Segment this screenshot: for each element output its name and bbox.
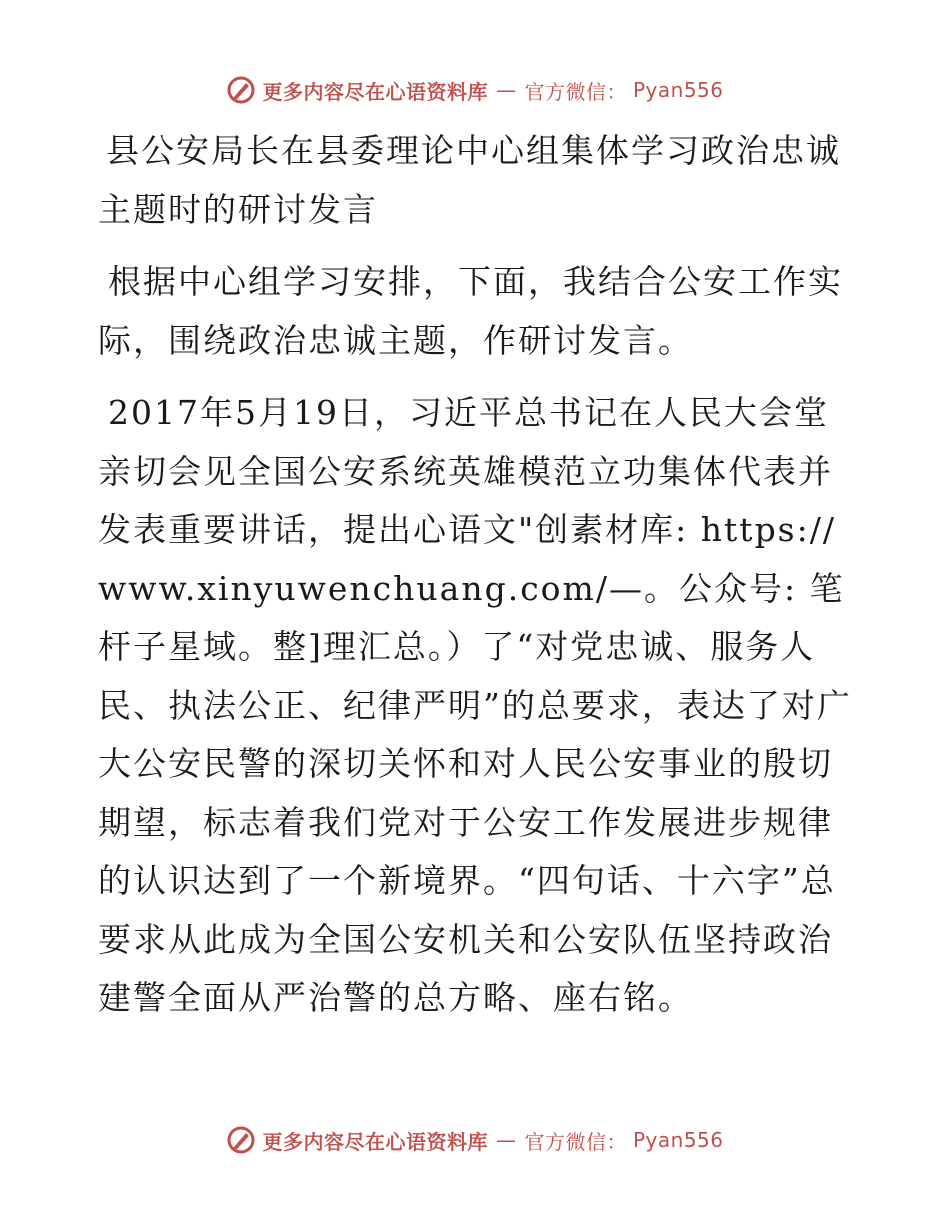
- watermark-site-text: 更多内容尽在心语资料库: [262, 1129, 488, 1154]
- pen-nib-logo-icon: [226, 1125, 256, 1155]
- paragraph-2: 2017年5月19日，习近平总书记在人民大会堂亲切会见全国公安系统英雄模范立功集体代表并发表重要讲话，提出心语文"创素材库: https://www.xinyuwenchuang.com/—。公众号: 笔杆子星域。整]理汇总。）了“对党忠诚、服务人民、执法公正、纪律严明”的总要求，表达了对广大公安民警的深切关怀和对人民公安事业的殷切期望，标志着我们党对于公安工作发展进步规律的认识达到了一个新境界。“四句话、十六字”总要求从此成为全国公安机关和公安队伍坚持政治建警全面从严治警的总方略、座右铭。: [98, 393, 852, 1017]
- watermark-handle: Pyan556: [632, 78, 724, 102]
- watermark-contact-label: 官方微信：: [524, 1129, 627, 1154]
- watermark-separator: —: [495, 1128, 517, 1152]
- header-watermark: [0, 70, 950, 110]
- document-title: 县公安局长在县委理论中心组集体学习政治忠诚主题时的研讨发言: [98, 131, 841, 229]
- watermark-contact-label: 官方微信：: [524, 79, 627, 104]
- pen-nib-logo-icon: [226, 75, 256, 105]
- watermark-handle: Pyan556: [632, 1128, 724, 1152]
- watermark-separator: —: [495, 78, 517, 102]
- paragraph-1: 根据中心组学习安排，下面，我结合公安工作实际，围绕政治忠诚主题，作研讨发言。: [98, 262, 843, 360]
- document-body: [98, 122, 858, 1042]
- footer-watermark: [0, 1120, 950, 1160]
- watermark-site-text: 更多内容尽在心语资料库: [262, 79, 488, 104]
